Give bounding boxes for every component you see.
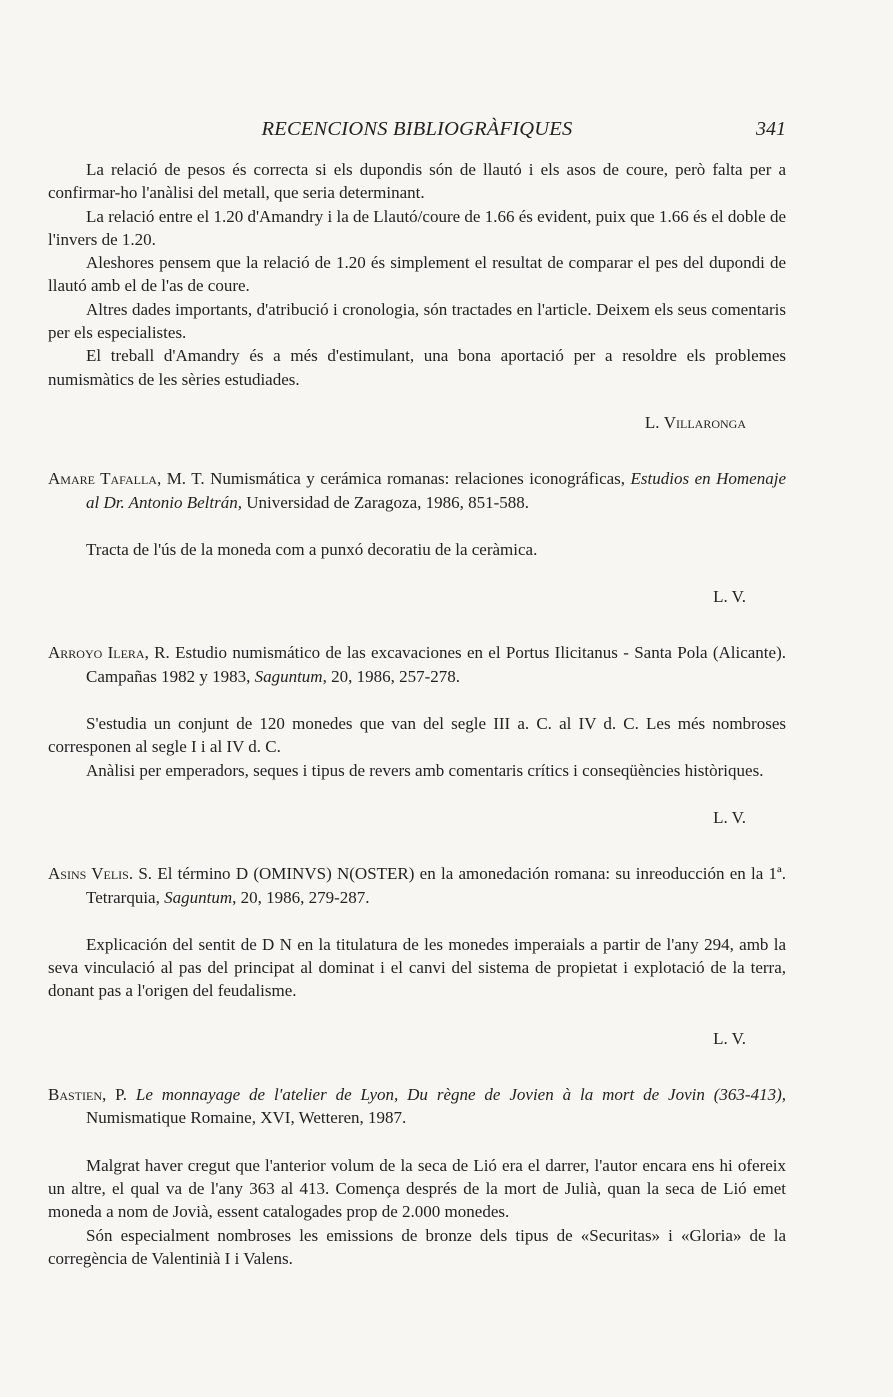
entry-author: Asins Velis <box>48 864 129 884</box>
bibliographic-entry: Asins Velis. S. El término D (OMINVS) N(OSTER) en la amonedación romana: su inreoducción en la 1ª. Tetrarquia, Saguntum, 20, 1986, 279-287. <box>48 864 786 907</box>
review-paragraph: Explicación del sentit de D N en la titulatura de les monedes imperaials a partir de l'any 294, amb la seva vinculació al pas del principat al dominat i el canvi del sistema de propietat i explotació de la terra, donant pas a l'origen del feudalisme. <box>48 934 786 1001</box>
review-paragraph: Malgrat haver cregut que l'anterior volum de la seca de Lió era el darrer, l'autor encara ens hi ofereix un altre, el qual va de l'any 363 al 413. Comença després de la mort de Julià, quan la seca de Lió emet moneda a nom de Jovià, essent catalogades prop de 2.000 monedes. <box>48 1155 786 1222</box>
paragraph: Aleshores pensem que la relació de 1.20 és simplement el resultat de comparar el pes del dupondi de llautó amb el de l'as de coure. <box>48 253 786 296</box>
reviewer-signature: L. V. <box>713 1028 746 1048</box>
review-paragraph: Són especialment nombroses les emissions de bronze dels tipus de «Securitas» i «Gloria» de la corregència de Valentinià I i Valens. <box>48 1225 786 1268</box>
entry-author: Amare Tafalla <box>48 469 157 489</box>
running-title: RECENCIONS BIBLIOGRÀFIQUES <box>261 118 573 140</box>
paragraph: Altres dades importants, d'atribució i cronologia, són tractades en l'article. Deixem els seus comentaris per els especialistes. <box>48 299 786 343</box>
paragraph: La relació de pesos és correcta si els dupondis són de llautó i els asos de coure, però falta per a confirmar-ho l'anàlisi del metall, que seria determinant. <box>48 160 786 203</box>
entry-author: Bastien <box>48 1085 103 1105</box>
review-paragraph: Anàlisi per emperadors, seques i tipus de revers amb comentaris crítics i conseqüències històriques. <box>86 760 764 780</box>
bibliographic-entry: Arroyo Ilera, R. Estudio numismático de las excavaciones en el Portus Ilicitanus - Santa Pola (Alicante). Campañas 1982 y 1983, Saguntum, 20, 1986, 257-278. <box>48 643 786 686</box>
review-paragraph: Tracta de l'ús de la moneda com a punxó decoratiu de la ceràmica. <box>86 539 538 559</box>
review-paragraph: S'estudia un conjunt de 120 monedes que van del segle III a. C. al IV d. C. Les més nombroses corresponen al segle I i al IV d. C. <box>48 714 786 757</box>
bibliographic-entry: Bastien, P. Le monnayage de l'atelier de Lyon, Du règne de Jovien à la mort de Jovin (363-413), Numismatique Romaine, XVI, Wetteren, 1987. <box>48 1085 786 1128</box>
entry-author: Arroyo Ilera <box>48 643 145 663</box>
page-number: 341 <box>756 118 786 140</box>
bibliographic-entry: Amare Tafalla, M. T. Numismática y cerámica romanas: relaciones iconográficas, Estudios en Homenaje al Dr. Antonio Beltrán, Universidad de Zaragoza, 1986, 851-588. <box>48 469 786 512</box>
reviewer-signature: L. V. <box>713 807 746 827</box>
paragraph: La relació entre el 1.20 d'Amandry i la de Llautó/coure de 1.66 és evident, puix que 1.66 és el doble de l'invers de 1.20. <box>48 206 786 249</box>
paragraph: El treball d'Amandry és a més d'estimulant, una bona aportació per a resoldre els problemes numismàtics de les sèries estudiades. <box>48 346 786 389</box>
reviewer-signature: L. V. <box>713 587 746 607</box>
running-header <box>48 118 786 148</box>
page-body <box>48 158 786 1270</box>
reviewer-signature: L. Villaronga <box>644 412 746 432</box>
